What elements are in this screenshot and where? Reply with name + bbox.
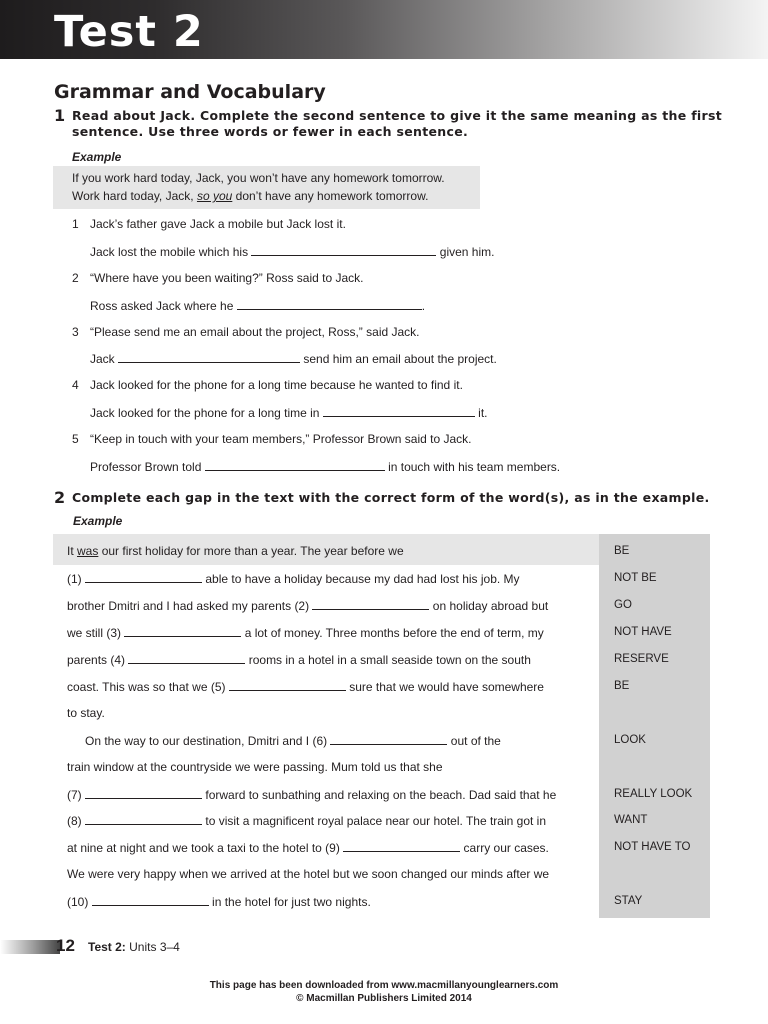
copyright: © Macmillan Publishers Limited 2014: [296, 993, 472, 1004]
gap-5-blank[interactable]: [229, 679, 346, 691]
gap-7-blank[interactable]: [85, 787, 202, 799]
gap-1-blank[interactable]: [85, 571, 202, 583]
task-1-number: 1: [54, 106, 66, 125]
answer-text-before: Jack looked for the phone for a long time in: [90, 406, 320, 420]
download-credit: This page has been downloaded from www.macmillanyounglearners.com: [209, 980, 559, 991]
text-after: forward to sunbathing and relaxing on the beach. Dad said that he: [205, 788, 557, 802]
text-before: at nine at night and we took a taxi to the hotel to (9): [67, 841, 340, 855]
answer-text-after: send him an email about the project.: [303, 352, 497, 366]
task-1-instruction-line2: sentence. Use three words or fewer in each sentence.: [72, 124, 469, 139]
text-before: (1): [67, 572, 82, 586]
gap-9-blank[interactable]: [343, 840, 460, 852]
gap-4-blank[interactable]: [128, 652, 245, 664]
task-2-text-line: We were very happy when we arrived at the hotel but we soon changed our minds after we: [67, 867, 550, 881]
task-2-text-line: train window at the countryside we were passing. Mum told us that she: [67, 760, 443, 774]
word-example: BE: [614, 545, 630, 557]
gap-2-blank[interactable]: [312, 598, 429, 610]
text-before: (8): [67, 814, 82, 828]
page-title: Test 2: [54, 7, 204, 57]
question-prompt: “Where have you been waiting?” Ross said to Jack.: [90, 271, 364, 285]
text-before: (7): [67, 788, 82, 802]
task-2-text-line: [85, 733, 501, 748]
text-before: parents (4): [67, 653, 126, 667]
word-column: [599, 534, 710, 918]
question-prompt: “Please send me an email about the project, Ross,” said Jack.: [90, 325, 420, 339]
example-text-after: don’t have any homework tomorrow.: [232, 189, 429, 203]
word-10: STAY: [614, 895, 643, 907]
word-1: NOT BE: [614, 572, 657, 584]
answer-line: [90, 405, 488, 420]
footer-bar: [0, 940, 60, 954]
question-number: 4: [72, 378, 79, 392]
task-1-instruction-line1: Read about Jack. Complete the second sentence to give it the same meaning as the first: [72, 108, 722, 123]
gap-3-blank[interactable]: [124, 625, 241, 637]
answer-text-after: .: [421, 299, 426, 313]
text-after: sure that we would have somewhere: [349, 680, 544, 694]
question-number: 1: [72, 217, 79, 231]
word-7: REALLY LOOK: [614, 788, 693, 800]
gap-10-blank[interactable]: [92, 894, 209, 906]
text-after: carry our cases.: [463, 841, 549, 855]
gap-6-blank[interactable]: [330, 733, 447, 745]
text-after: our first holiday for more than a year. The year before we: [98, 544, 404, 558]
task-2-text-line: [67, 598, 548, 613]
question-prompt: “Keep in touch with your team members,” Professor Brown said to Jack.: [90, 432, 472, 446]
units-label: Units 3–4: [129, 940, 180, 954]
task-2-number: 2: [54, 488, 66, 507]
answer-text-before: Ross asked Jack where he: [90, 299, 234, 313]
text-after: to visit a magnificent royal palace near our hotel. The train got in: [205, 814, 546, 828]
text-after: out of the: [450, 734, 501, 748]
answer-line: [90, 351, 497, 366]
text-after: on holiday abroad but: [432, 599, 549, 613]
answer-blank[interactable]: [205, 459, 385, 471]
answer-text-after: in touch with his team members.: [388, 460, 561, 474]
text-before: On the way to our destination, Dmitri and I (6): [85, 734, 328, 748]
answer-text-after: given him.: [439, 245, 495, 259]
answer-line: [90, 244, 494, 259]
word-4: RESERVE: [614, 653, 669, 665]
word-3: NOT HAVE: [614, 626, 672, 638]
text-before: brother Dmitri and I had asked my parents (2): [67, 599, 310, 613]
answer-blank[interactable]: [251, 244, 436, 256]
task-2-text-line: [67, 625, 544, 640]
answer-text-before: Jack: [90, 352, 115, 366]
answer-line: [90, 298, 425, 313]
task-1-example-box: [53, 166, 480, 209]
text-after: a lot of money. Three months before the end of term, my: [244, 626, 544, 640]
question-prompt: Jack’s father gave Jack a mobile but Jack lost it.: [90, 217, 346, 231]
word-5: BE: [614, 680, 630, 692]
text-before: coast. This was so that we (5): [67, 680, 226, 694]
answer-blank[interactable]: [237, 298, 422, 310]
task-2-text-line: [67, 787, 556, 802]
word-6: LOOK: [614, 734, 646, 746]
answer-text-after: it.: [478, 406, 488, 420]
footer-test-label: [88, 940, 180, 954]
answer-blank[interactable]: [118, 351, 300, 363]
task-2-text-line: [67, 652, 531, 667]
task-2-text-line: [67, 679, 544, 694]
question-number: 3: [72, 325, 79, 339]
example-text-before: Work hard today, Jack,: [72, 189, 197, 203]
text-before: It: [67, 544, 78, 558]
answer-line: [90, 459, 560, 474]
word-8: WANT: [614, 814, 648, 826]
answer-text-before: Professor Brown told: [90, 460, 202, 474]
word-2: GO: [614, 599, 632, 611]
task-2-example-line: [67, 544, 404, 558]
section-title: Grammar and Vocabulary: [54, 81, 326, 103]
word-9: NOT HAVE TO: [614, 841, 691, 853]
text-before: we still (3): [67, 626, 122, 640]
page-number: 12: [56, 936, 75, 955]
text-after: rooms in a hotel in a small seaside town on the south: [248, 653, 531, 667]
task-2-text-line: [67, 571, 520, 586]
answer-blank[interactable]: [323, 405, 475, 417]
text-after: in the hotel for just two nights.: [212, 895, 371, 909]
task-1-example-label: Example: [72, 150, 122, 164]
task-2-example-label: Example: [73, 514, 123, 528]
question-number: 5: [72, 432, 79, 446]
test-label: Test 2:: [88, 940, 126, 954]
example-sentence-2: [72, 189, 428, 203]
text-before: (10): [67, 895, 89, 909]
answer-text-before: Jack lost the mobile which his: [90, 245, 249, 259]
task-2-text-line: [67, 840, 549, 855]
question-prompt: Jack looked for the phone for a long time because he wanted to find it.: [90, 378, 463, 392]
task-2-instruction: Complete each gap in the text with the correct form of the word(s), as in the example.: [72, 490, 710, 505]
task-2-text-line: [67, 894, 371, 909]
text-after: able to have a holiday because my dad had lost his job. My: [205, 572, 520, 586]
gap-8-blank[interactable]: [85, 813, 202, 825]
question-number: 2: [72, 271, 79, 285]
example-sentence-1: If you work hard today, Jack, you won’t have any homework tomorrow.: [72, 171, 445, 185]
example-answer: was: [77, 544, 99, 558]
task-2-text-line: [67, 813, 546, 828]
task-2-text-line: to stay.: [67, 706, 105, 720]
example-answer: so you: [196, 189, 233, 203]
